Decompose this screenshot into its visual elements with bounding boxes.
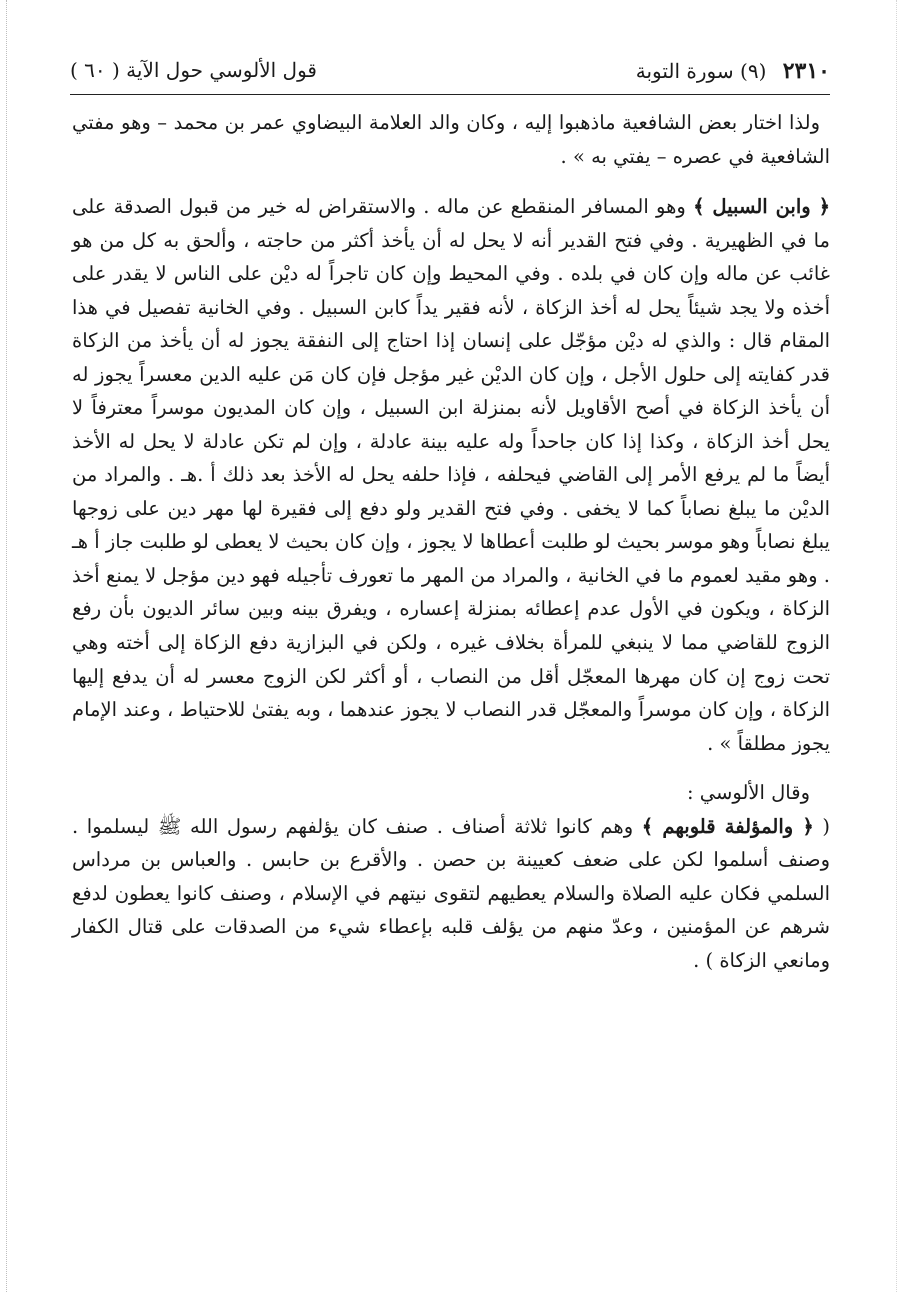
header-right: [636, 58, 830, 84]
quran-quote: ﴿ والمؤلفة قلوبهم ﴾: [641, 814, 814, 838]
scan-margin-right: [892, 0, 897, 1292]
header-rule: [70, 94, 830, 95]
running-header: [70, 56, 830, 92]
text-run: وهم كانوا ثلاثة أصناف . صنف كان يؤلفهم رسول الله ﷺ ليسلموا . وصنف أسلموا لكن على ضعف كعيينة بن حصن . والأقرع بن حابس . والعباس بن مرداس السلمي فكان عليه الصلاة والسلام يعطيهم لتقوى نيتهم في الإسلام ، وصنف كانوا يعطون لدفع شرهم عن المؤمنين ، وعدّ منهم من يؤلف قلبه بإعطاء شيء من الصدقات على قتال الكفار ومانعي الزكاة ) .: [72, 814, 830, 972]
paragraph-muallafa: [72, 810, 830, 978]
page-number: ٢٣١٠: [782, 58, 830, 84]
paragraph-alusi-intro: [72, 776, 830, 810]
header-topic: قول الألوسي حول الآية ( ٦٠ ): [70, 58, 317, 82]
text-run: وقال الألوسي :: [687, 781, 810, 805]
scan-margin-left: [6, 0, 11, 1292]
quran-quote: ﴿ وابن السبيل ﴾: [693, 195, 830, 219]
text-run: وهو المسافر المنقطع عن ماله . والاستقراض له خير من قبول الصدقة على ما في الظهيرية . وفي فتح القدير أنه لا يحل له أن يأخذ أكثر من حاجته ، وألحق به كل من هو غائب عن ماله وإن كان في بلده . وفي المحيط وإن كان تاجراً له ديْن على الناس لا يقدر على أخذه ولا يجد شيئاً يحل له أخذ الزكاة ، لأنه فقير يداً كابن السبيل . وفي الخانية تفصيل في هذا المقام قال : والذي له ديْن مؤجّل على إنسان إذا احتاج إلى النفقة يجوز له أن يأخذ من الزكاة قدر كفايته إلى حلول الأجل ، وإن كان الديْن غير مؤجل فإن كان مَن عليه الدين معسراً يجوز له أن يأخذ الزكاة في أصح الأقاويل لأنه بمنزلة ابن السبيل ، وإن كان المديون موسراً معترفاً لا يحل أخذ الزكاة ، وكذا إذا كان جاحداً وله عليه بينة عادلة ، وإن لم تكن عادلة لا يحل له الأخذ أيضاً ما لم يرفع الأمر إلى القاضي فيحلفه ، فإذا حلفه يحل له الأخذ بعد ذلك أ .هـ . والمراد من الديْن ما يبلغ نصاباً كما لا يخفى . وفي فتح القدير ولو دفع إلى فقيرة لها مهر دين على زوجها يبلغ نصاباً وهو موسر بحيث لو طلبت أعطاها لا يجوز ، وإن كان بحيث لا يعطى لو طلبت جاز أ هـ . وهو مقيد لعموم ما في الخانية ، والمراد من المهر ما تعورف تأجيله فهو دين مؤجل لا يمنع أخذ الزكاة ، ويكون في الأول عدم إعطائه بمنزلة إعساره ، ويفرق بينه وبين سائر الديون بأن رفع الزوج للقاضي مما لا ينبغي للمرأة بخلاف غيره ، ولكن في البزازية دفع الزكاة إلى أخته وهي تحت زوج إن كان مهرها المعجّل أقل من النصاب ، أو أكثر لكن الزوج معسر له أن يدفع إليها الزكاة ، وإن كان موسراً والمعجّل قدر النصاب لا يجوز عندهما ، وبه يفتىٰ للاحتياط ، وعند الإمام يجوز مطلقاً » .: [72, 195, 830, 755]
text-run: ولذا اختار بعض الشافعية ماذهبوا إليه ، وكان والد العلامة البيضاوي عمر بن محمد – وهو مفتي الشافعية في عصره – يفتي به » .: [72, 111, 830, 168]
text-run: (: [813, 814, 830, 838]
page-body: [72, 106, 830, 977]
paragraph-1: [72, 106, 830, 173]
surah-title: (٩) سورة التوبة: [635, 59, 767, 83]
paragraph-ibn-al-sabil: [72, 190, 830, 760]
